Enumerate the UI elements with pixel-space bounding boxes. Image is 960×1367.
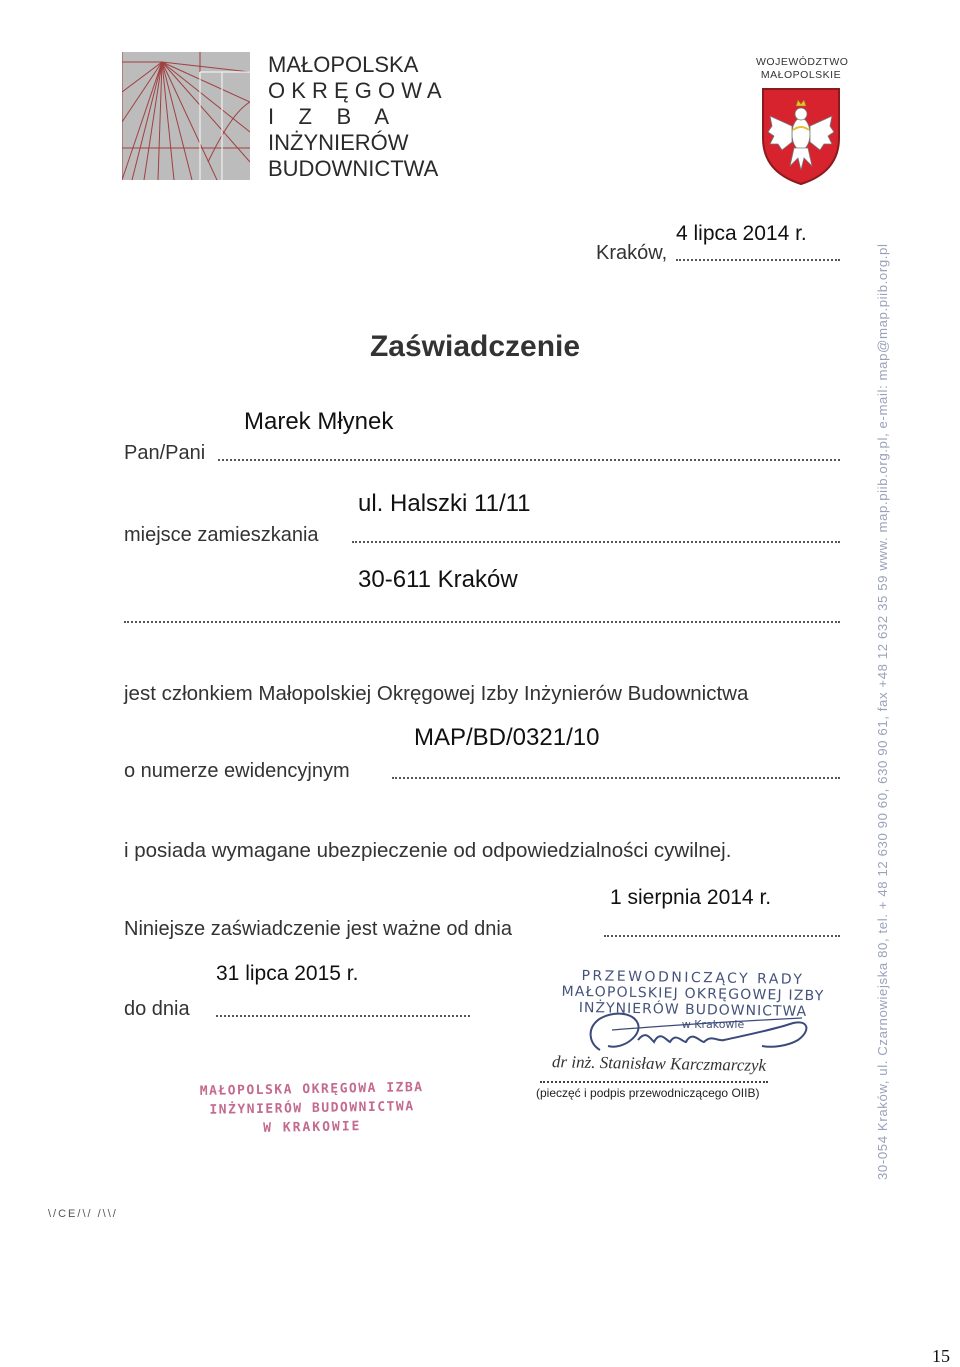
name-value: Marek Młynek [244,408,394,435]
organization-name [268,52,442,182]
signature-caption: (pieczęć i podpis przewodniczącego OIIB) [536,1086,760,1100]
institution-stamp-line-3: W KRAKOWIE [263,1119,362,1136]
org-name-line-3: I Z B A [268,104,390,129]
org-name-line-4: INŻYNIERÓW [268,130,409,155]
org-name-line-2: O K R Ę G O W A [268,78,442,103]
registration-number-label: o numerze ewidencyjnym [124,760,350,782]
valid-to-dotted-line [216,1015,470,1017]
address-value: ul. Halszki 11/11 [358,490,531,517]
chairman-stamp-line-1: PRZEWODNICZĄCY RADY [581,968,805,988]
valid-from-value: 1 sierpnia 2014 r. [610,886,772,909]
registration-dotted-line [392,777,840,779]
coat-of-arms-icon [760,86,842,186]
valid-to-label: do dnia [124,998,190,1020]
voivodeship-line-2: MAŁOPOLSKIE [760,69,842,81]
city-value: 30-611 Kraków [358,566,518,593]
date-value: 4 lipca 2014 r. [676,222,807,245]
address-dotted-line [352,541,840,543]
valid-from-label: Niniejsze zaświadczenie jest ważne od dnia [124,918,512,940]
name-label: Pan/Pani [124,442,206,464]
voivodeship-label [756,56,849,82]
org-name-line-1: MAŁOPOLSKA [268,52,419,77]
organization-logo [122,52,250,180]
voivodeship-line-1: WOJEWÓDZTWO [756,56,849,68]
corner-mark: \/CE/\/ /\\/ [48,1208,118,1220]
registration-number-value: MAP/BD/0321/10 [414,724,600,751]
handwritten-signature [572,1000,832,1060]
valid-to-value: 31 lipca 2015 r. [216,962,359,985]
name-dotted-line [218,459,840,461]
document-title: Zaświadczenie [369,330,581,363]
page-number: 15 [932,1346,950,1366]
date-label: Kraków, [596,242,668,264]
membership-text: jest członkiem Małopolskiej Okręgowej Izby Inżynierów Budownictwa [124,682,749,705]
institution-stamp-line-2: INŻYNIERÓW BUDOWNICTWA [209,1099,415,1118]
institution-stamp-line-1: MAŁOPOLSKA OKRĘGOWA IZBA [199,1080,424,1099]
contact-details: 30-054 Kraków, ul. Czarnowiejska 80, tel. + 48 12 630 90 60, 630 90 61, fax +48 12 632 35 59 www. map.piib.org.pl, e-mail: map@map.piib.org.pl [875,243,890,1180]
chairman-stamp-line-4: w Krakowie [681,1018,745,1031]
city-dotted-line [124,621,840,623]
institution-stamp [196,1078,429,1139]
insurance-text: i posiada wymagane ubezpieczenie od odpowiedzialności cywilnej. [124,839,732,862]
chairman-stamp-line-2: MAŁOPOLSKIEJ OKRĘGOWEJ IZBY [561,983,825,1005]
signature-dotted-line [540,1081,768,1083]
valid-from-dotted-line [604,935,840,937]
org-name-line-5: BUDOWNICTWA [268,156,439,181]
chairman-stamp-line-3: INŻYNIERÓW BUDOWNICTWA [578,1000,808,1020]
date-dotted-line [676,259,840,261]
address-label: miejsce zamieszkania [124,524,319,546]
signer-name: dr inż. Stanisław Karczmarczyk [551,1052,767,1075]
